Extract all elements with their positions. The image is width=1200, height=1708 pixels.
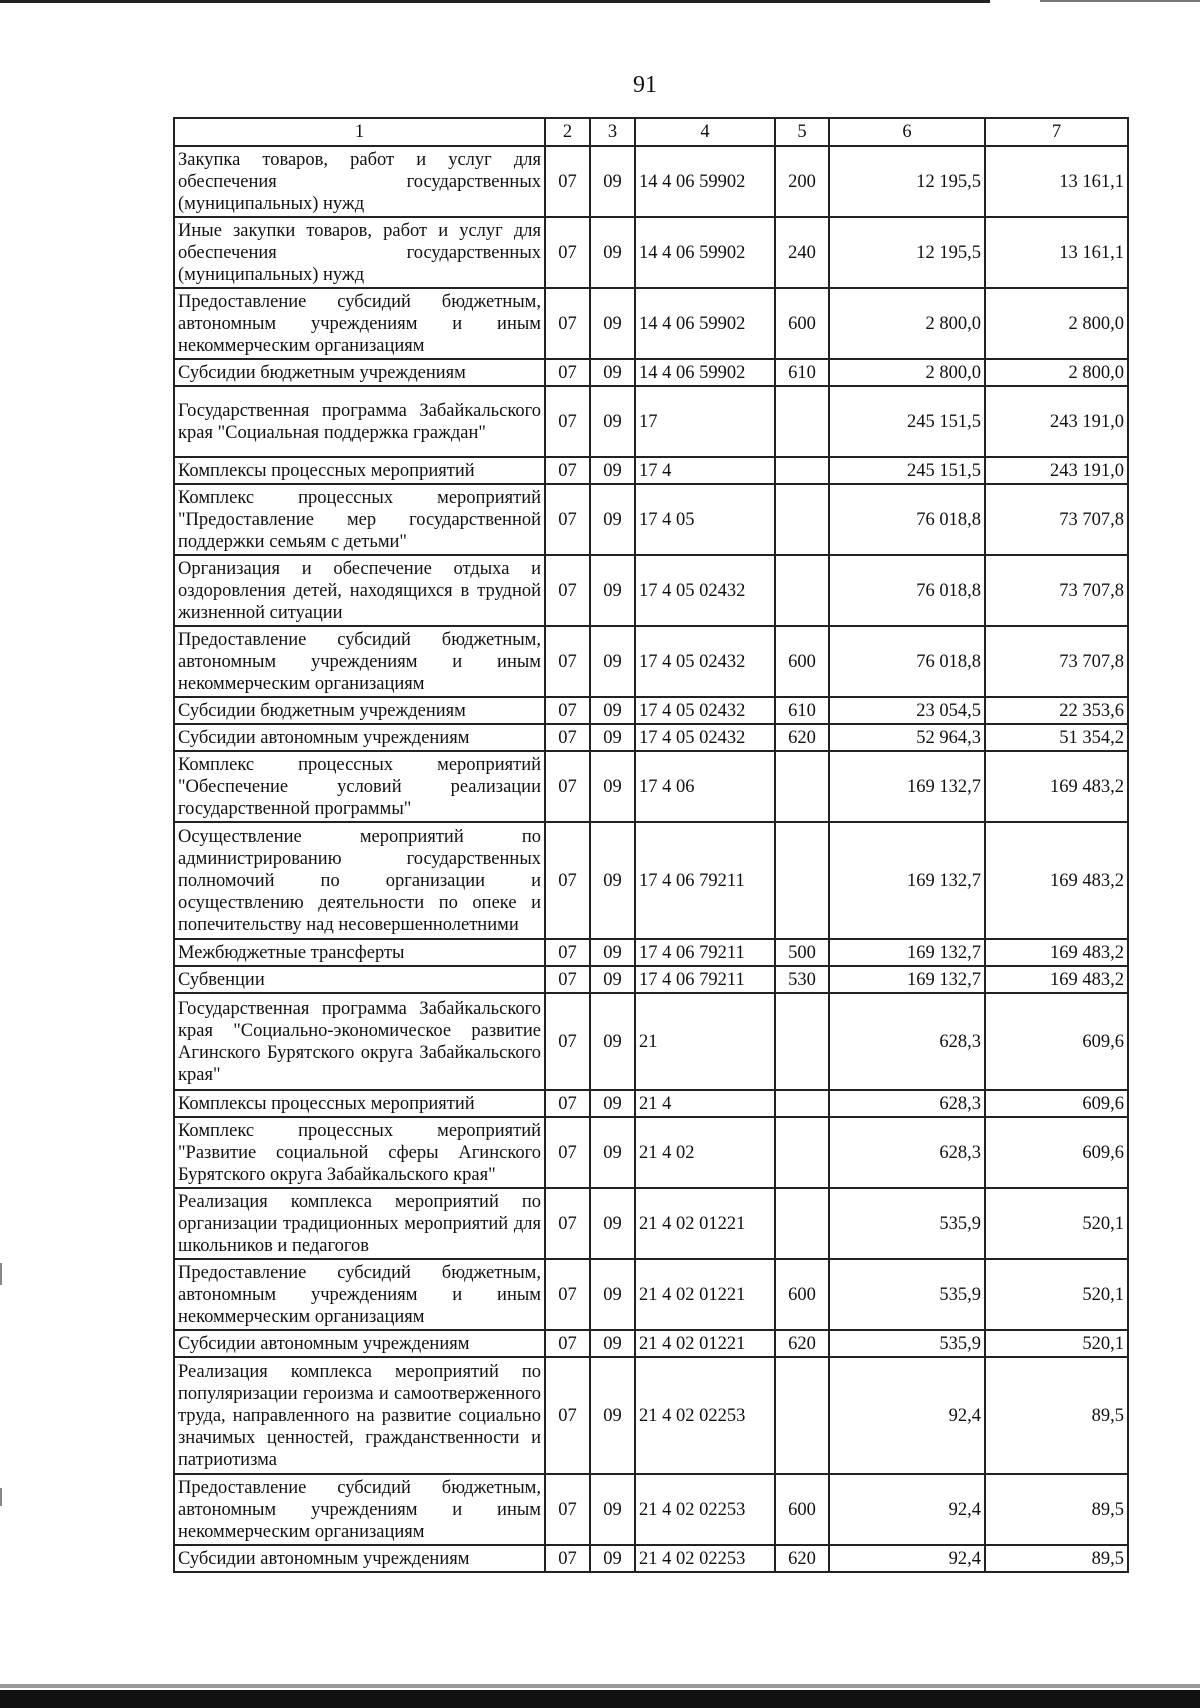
amount-year1-cell: 628,3	[829, 1090, 985, 1117]
description-cell: Субсидии автономным учреждениям	[174, 724, 545, 751]
amount-year1-cell: 92,4	[829, 1474, 985, 1545]
scan-left-mark	[0, 1263, 2, 1285]
description-cell: Комплексы процессных мероприятий	[174, 457, 545, 484]
subsection-cell: 09	[590, 386, 635, 457]
description-cell: Реализация комплекса мероприятий по организации традиционных мероприятий для школьников и педагогов	[174, 1188, 545, 1259]
expense-type-cell: 610	[775, 697, 829, 724]
amount-year2-cell: 2 800,0	[985, 288, 1128, 359]
table-row	[174, 751, 1128, 822]
header-cell: 7	[985, 118, 1128, 146]
amount-year1-cell: 535,9	[829, 1188, 985, 1259]
amount-year1-cell: 12 195,5	[829, 146, 985, 217]
amount-year2-cell: 13 161,1	[985, 146, 1128, 217]
section-cell: 07	[545, 386, 590, 457]
expense-type-cell	[775, 1117, 829, 1188]
section-cell: 07	[545, 1188, 590, 1259]
amount-year1-cell: 628,3	[829, 1117, 985, 1188]
amount-year2-cell: 73 707,8	[985, 484, 1128, 555]
description-cell: Комплекс процессных мероприятий "Обеспечение условий реализации государственной программы"	[174, 751, 545, 822]
header-cell: 2	[545, 118, 590, 146]
expense-type-cell: 500	[775, 939, 829, 966]
amount-year2-cell: 520,1	[985, 1188, 1128, 1259]
amount-year1-cell: 169 132,7	[829, 822, 985, 939]
amount-year1-cell: 52 964,3	[829, 724, 985, 751]
target-article-cell: 21 4 02 02253	[635, 1545, 775, 1572]
target-article-cell: 17 4 06	[635, 751, 775, 822]
target-article-cell: 14 4 06 59902	[635, 146, 775, 217]
description-cell: Предоставление субсидий бюджетным, автономным учреждениям и иным некоммерческим организациям	[174, 1474, 545, 1545]
budget-table-body	[174, 118, 1128, 1572]
subsection-cell: 09	[590, 697, 635, 724]
section-cell: 07	[545, 1259, 590, 1330]
expense-type-cell: 200	[775, 146, 829, 217]
page-number: 91	[633, 72, 657, 98]
expense-type-cell	[775, 993, 829, 1090]
target-article-cell: 17 4 05 02432	[635, 697, 775, 724]
subsection-cell: 09	[590, 288, 635, 359]
section-cell: 07	[545, 484, 590, 555]
subsection-cell: 09	[590, 1545, 635, 1572]
description-cell: Предоставление субсидий бюджетным, автономным учреждениям и иным некоммерческим организациям	[174, 1259, 545, 1330]
table-row	[174, 1545, 1128, 1572]
section-cell: 07	[545, 1545, 590, 1572]
expense-type-cell: 600	[775, 288, 829, 359]
table-row	[174, 724, 1128, 751]
scan-top-edge	[0, 0, 990, 3]
amount-year2-cell: 169 483,2	[985, 822, 1128, 939]
description-cell: Субсидии бюджетным учреждениям	[174, 359, 545, 386]
target-article-cell: 14 4 06 59902	[635, 359, 775, 386]
table-row	[174, 457, 1128, 484]
subsection-cell: 09	[590, 993, 635, 1090]
description-cell: Предоставление субсидий бюджетным, автономным учреждениям и иным некоммерческим организациям	[174, 626, 545, 697]
description-cell: Субвенции	[174, 966, 545, 993]
header-cell: 4	[635, 118, 775, 146]
amount-year2-cell: 169 483,2	[985, 966, 1128, 993]
amount-year1-cell: 2 800,0	[829, 359, 985, 386]
section-cell: 07	[545, 822, 590, 939]
expense-type-cell	[775, 386, 829, 457]
amount-year1-cell: 92,4	[829, 1357, 985, 1474]
section-cell: 07	[545, 724, 590, 751]
amount-year2-cell: 243 191,0	[985, 457, 1128, 484]
target-article-cell: 21 4 02 01221	[635, 1188, 775, 1259]
header-cell: 1	[174, 118, 545, 146]
scan-bottom-edge-light	[0, 1684, 1200, 1688]
amount-year2-cell: 243 191,0	[985, 386, 1128, 457]
section-cell: 07	[545, 1330, 590, 1357]
amount-year2-cell: 73 707,8	[985, 626, 1128, 697]
target-article-cell: 14 4 06 59902	[635, 288, 775, 359]
amount-year2-cell: 89,5	[985, 1474, 1128, 1545]
section-cell: 07	[545, 1117, 590, 1188]
table-row	[174, 939, 1128, 966]
table-row	[174, 386, 1128, 457]
description-cell: Государственная программа Забайкальского края "Социальная поддержка граждан"	[174, 386, 545, 457]
description-cell: Субсидии автономным учреждениям	[174, 1545, 545, 1572]
section-cell: 07	[545, 1090, 590, 1117]
expense-type-cell	[775, 1357, 829, 1474]
amount-year2-cell: 609,6	[985, 1090, 1128, 1117]
amount-year2-cell: 51 354,2	[985, 724, 1128, 751]
section-cell: 07	[545, 966, 590, 993]
target-article-cell: 21 4 02 01221	[635, 1259, 775, 1330]
scan-bottom-edge	[0, 1690, 1200, 1708]
description-cell: Субсидии автономным учреждениям	[174, 1330, 545, 1357]
table-header-row	[174, 118, 1128, 146]
expense-type-cell	[775, 1188, 829, 1259]
amount-year1-cell: 535,9	[829, 1259, 985, 1330]
description-cell: Предоставление субсидий бюджетным, автономным учреждениям и иным некоммерческим организациям	[174, 288, 545, 359]
amount-year2-cell: 73 707,8	[985, 555, 1128, 626]
target-article-cell: 17 4 05	[635, 484, 775, 555]
section-cell: 07	[545, 939, 590, 966]
section-cell: 07	[545, 993, 590, 1090]
expense-type-cell	[775, 457, 829, 484]
target-article-cell: 17 4 06 79211	[635, 822, 775, 939]
target-article-cell: 17	[635, 386, 775, 457]
expense-type-cell: 600	[775, 1474, 829, 1545]
expense-type-cell	[775, 1090, 829, 1117]
table-row	[174, 626, 1128, 697]
subsection-cell: 09	[590, 146, 635, 217]
section-cell: 07	[545, 359, 590, 386]
target-article-cell: 21	[635, 993, 775, 1090]
description-cell: Осуществление мероприятий по администрированию государственных полномочий по организации и осуществлению деятельности по опеке и попечительству над несовершеннолетними	[174, 822, 545, 939]
target-article-cell: 17 4 05 02432	[635, 626, 775, 697]
budget-table	[173, 117, 1129, 1573]
amount-year1-cell: 76 018,8	[829, 484, 985, 555]
subsection-cell: 09	[590, 1357, 635, 1474]
table-row	[174, 146, 1128, 217]
header-cell: 3	[590, 118, 635, 146]
section-cell: 07	[545, 1357, 590, 1474]
expense-type-cell	[775, 555, 829, 626]
subsection-cell: 09	[590, 1188, 635, 1259]
section-cell: 07	[545, 146, 590, 217]
amount-year2-cell: 89,5	[985, 1357, 1128, 1474]
expense-type-cell	[775, 822, 829, 939]
subsection-cell: 09	[590, 1117, 635, 1188]
table-row	[174, 1259, 1128, 1330]
target-article-cell: 17 4 06 79211	[635, 966, 775, 993]
expense-type-cell: 620	[775, 1330, 829, 1357]
amount-year1-cell: 169 132,7	[829, 966, 985, 993]
target-article-cell: 17 4 06 79211	[635, 939, 775, 966]
target-article-cell: 17 4 05 02432	[635, 724, 775, 751]
table-row	[174, 993, 1128, 1090]
table-row	[174, 1474, 1128, 1545]
expense-type-cell: 600	[775, 626, 829, 697]
subsection-cell: 09	[590, 751, 635, 822]
table-row	[174, 1188, 1128, 1259]
target-article-cell: 21 4 02 01221	[635, 1330, 775, 1357]
description-cell: Межбюджетные трансферты	[174, 939, 545, 966]
expense-type-cell: 610	[775, 359, 829, 386]
subsection-cell: 09	[590, 966, 635, 993]
subsection-cell: 09	[590, 724, 635, 751]
description-cell: Закупка товаров, работ и услуг для обеспечения государственных (муниципальных) нужд	[174, 146, 545, 217]
expense-type-cell: 600	[775, 1259, 829, 1330]
amount-year2-cell: 169 483,2	[985, 939, 1128, 966]
section-cell: 07	[545, 288, 590, 359]
amount-year2-cell: 520,1	[985, 1330, 1128, 1357]
description-cell: Комплексы процессных мероприятий	[174, 1090, 545, 1117]
amount-year1-cell: 12 195,5	[829, 217, 985, 288]
amount-year1-cell: 76 018,8	[829, 626, 985, 697]
target-article-cell: 14 4 06 59902	[635, 217, 775, 288]
subsection-cell: 09	[590, 822, 635, 939]
amount-year1-cell: 535,9	[829, 1330, 985, 1357]
amount-year1-cell: 169 132,7	[829, 751, 985, 822]
amount-year1-cell: 245 151,5	[829, 457, 985, 484]
header-cell: 6	[829, 118, 985, 146]
table-row	[174, 217, 1128, 288]
amount-year2-cell: 169 483,2	[985, 751, 1128, 822]
subsection-cell: 09	[590, 1259, 635, 1330]
expense-type-cell: 240	[775, 217, 829, 288]
table-row	[174, 484, 1128, 555]
subsection-cell: 09	[590, 217, 635, 288]
amount-year1-cell: 92,4	[829, 1545, 985, 1572]
expense-type-cell	[775, 751, 829, 822]
scan-top-edge-right	[1040, 0, 1200, 2]
description-cell: Комплекс процессных мероприятий "Предоставление мер государственной поддержки семьям с детьми"	[174, 484, 545, 555]
amount-year1-cell: 245 151,5	[829, 386, 985, 457]
target-article-cell: 17 4 05 02432	[635, 555, 775, 626]
subsection-cell: 09	[590, 555, 635, 626]
header-cell: 5	[775, 118, 829, 146]
amount-year1-cell: 76 018,8	[829, 555, 985, 626]
section-cell: 07	[545, 697, 590, 724]
description-cell: Организация и обеспечение отдыха и оздоровления детей, находящихся в трудной жизненной ситуации	[174, 555, 545, 626]
scan-left-mark	[0, 1488, 2, 1506]
table-row	[174, 822, 1128, 939]
section-cell: 07	[545, 751, 590, 822]
table-row	[174, 1090, 1128, 1117]
amount-year1-cell: 628,3	[829, 993, 985, 1090]
amount-year1-cell: 2 800,0	[829, 288, 985, 359]
table-row	[174, 1117, 1128, 1188]
table-row	[174, 288, 1128, 359]
subsection-cell: 09	[590, 1090, 635, 1117]
target-article-cell: 21 4 02	[635, 1117, 775, 1188]
section-cell: 07	[545, 457, 590, 484]
amount-year2-cell: 520,1	[985, 1259, 1128, 1330]
subsection-cell: 09	[590, 484, 635, 555]
amount-year1-cell: 169 132,7	[829, 939, 985, 966]
table-row	[174, 697, 1128, 724]
table-row	[174, 1357, 1128, 1474]
amount-year2-cell: 609,6	[985, 1117, 1128, 1188]
subsection-cell: 09	[590, 626, 635, 697]
target-article-cell: 21 4	[635, 1090, 775, 1117]
subsection-cell: 09	[590, 1330, 635, 1357]
section-cell: 07	[545, 555, 590, 626]
description-cell: Субсидии бюджетным учреждениям	[174, 697, 545, 724]
description-cell: Комплекс процессных мероприятий "Развитие социальной сферы Агинского Бурятского округа Забайкальского края"	[174, 1117, 545, 1188]
amount-year2-cell: 609,6	[985, 993, 1128, 1090]
table-row	[174, 966, 1128, 993]
subsection-cell: 09	[590, 359, 635, 386]
subsection-cell: 09	[590, 1474, 635, 1545]
section-cell: 07	[545, 217, 590, 288]
section-cell: 07	[545, 1474, 590, 1545]
amount-year2-cell: 2 800,0	[985, 359, 1128, 386]
amount-year2-cell: 89,5	[985, 1545, 1128, 1572]
description-cell: Реализация комплекса мероприятий по популяризации героизма и самоотверженного труда, направленного на развитие социально значимых ценностей, гражданственности и патриотизма	[174, 1357, 545, 1474]
target-article-cell: 21 4 02 02253	[635, 1474, 775, 1545]
amount-year1-cell: 23 054,5	[829, 697, 985, 724]
amount-year2-cell: 22 353,6	[985, 697, 1128, 724]
expense-type-cell	[775, 484, 829, 555]
table-row	[174, 1330, 1128, 1357]
description-cell: Государственная программа Забайкальского края "Социально-экономическое развитие Агинского Бурятского округа Забайкальского края"	[174, 993, 545, 1090]
description-cell: Иные закупки товаров, работ и услуг для обеспечения государственных (муниципальных) нужд	[174, 217, 545, 288]
table-row	[174, 555, 1128, 626]
subsection-cell: 09	[590, 457, 635, 484]
target-article-cell: 21 4 02 02253	[635, 1357, 775, 1474]
table-row	[174, 359, 1128, 386]
subsection-cell: 09	[590, 939, 635, 966]
target-article-cell: 17 4	[635, 457, 775, 484]
expense-type-cell: 620	[775, 724, 829, 751]
expense-type-cell: 620	[775, 1545, 829, 1572]
section-cell: 07	[545, 626, 590, 697]
amount-year2-cell: 13 161,1	[985, 217, 1128, 288]
expense-type-cell: 530	[775, 966, 829, 993]
